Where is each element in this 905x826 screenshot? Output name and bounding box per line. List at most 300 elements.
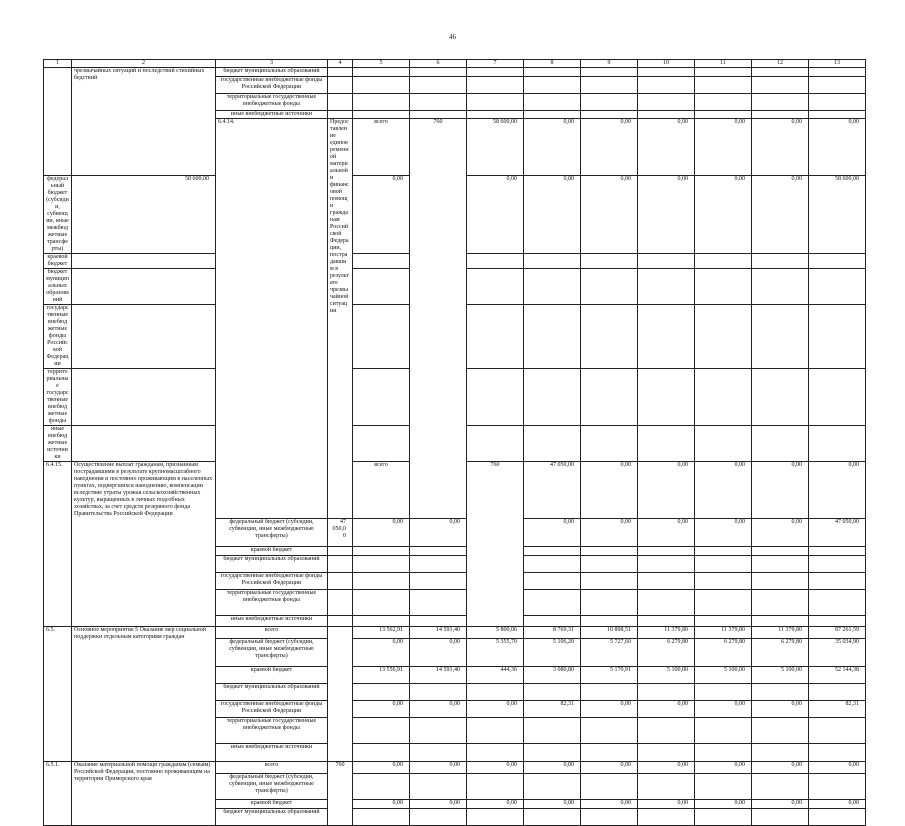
value-cell: 11 379,80 xyxy=(695,627,752,639)
value-cell: 52 144,38 xyxy=(809,667,866,684)
row-name-cell: Осуществление выплат гражданам, признанным пострадавшими в результате крупномасштабного наводнения и постоянно проживающим в населенных пунктах, подвергшихся наводнению, компенсации вследствие утраты урожая сельскохозяйственных культур, выращенных в личных подсобных хозяйствах, за счет средств резервного фонда Правительства Российской Федерации xyxy=(72,462,216,627)
value-cell xyxy=(524,254,581,269)
value-cell xyxy=(752,94,809,111)
value-cell xyxy=(695,556,752,573)
value-cell xyxy=(752,809,809,826)
header-cell: 10 xyxy=(638,60,695,68)
source-cell: федеральный бюджет (субсидии, субвенции, иные межбюджетные трансферты) xyxy=(216,519,328,547)
value-cell xyxy=(695,77,752,94)
value-cell: 0,00 xyxy=(638,701,695,718)
header-cell: 11 xyxy=(695,60,752,68)
value-cell xyxy=(353,547,410,556)
value-cell xyxy=(353,77,410,94)
source-cell: всего xyxy=(353,119,410,176)
value-cell: 0,00 xyxy=(809,462,866,519)
value-cell xyxy=(410,809,467,826)
value-cell xyxy=(695,426,752,462)
value-cell xyxy=(72,254,216,269)
source-cell: государственные внебюджетные фонды Российской Федерации xyxy=(216,701,328,718)
value-cell: 0,00 xyxy=(638,519,695,547)
value-cell: 0,00 xyxy=(695,176,752,254)
value-cell xyxy=(809,305,866,369)
value-cell xyxy=(410,111,467,119)
value-cell xyxy=(328,547,353,556)
row-name-cell: Оказание материальной помощи гражданам (семьям) Российской Федерации, постоянно проживающим на территории Приморского края xyxy=(72,762,216,826)
value-cell: 444,36 xyxy=(467,667,524,684)
value-cell xyxy=(410,547,467,556)
column-4-cell xyxy=(328,68,353,77)
value-cell: 0,00 xyxy=(524,762,581,774)
value-cell: 0,00 xyxy=(467,701,524,718)
value-cell xyxy=(752,774,809,800)
source-cell: краевой бюджет xyxy=(44,254,72,269)
header-cell: 6 xyxy=(410,60,467,68)
value-cell xyxy=(410,68,467,77)
source-cell: всего xyxy=(216,762,328,774)
value-cell xyxy=(353,426,410,462)
value-cell xyxy=(72,369,216,426)
value-cell xyxy=(695,269,752,305)
value-cell: 0,00 xyxy=(638,762,695,774)
value-cell xyxy=(353,774,410,800)
value-cell xyxy=(353,369,410,426)
header-cell: 2 xyxy=(72,60,216,68)
value-cell xyxy=(581,616,638,627)
value-cell xyxy=(467,305,524,369)
value-cell xyxy=(638,94,695,111)
value-cell: 0,00 xyxy=(695,800,752,809)
source-cell: всего xyxy=(353,462,410,519)
value-cell xyxy=(809,718,866,744)
value-cell xyxy=(581,426,638,462)
value-cell xyxy=(72,305,216,369)
value-cell xyxy=(581,547,638,556)
value-cell xyxy=(524,573,581,590)
value-cell xyxy=(638,269,695,305)
value-cell xyxy=(809,744,866,762)
value-cell: 14 591,40 xyxy=(410,627,467,639)
value-cell xyxy=(638,68,695,77)
value-cell xyxy=(809,590,866,616)
row-code-cell: 6.5. xyxy=(44,627,72,762)
value-cell: 0,00 xyxy=(695,701,752,718)
value-cell xyxy=(809,68,866,77)
value-cell xyxy=(581,718,638,744)
column-4-cell: 760 xyxy=(328,762,353,826)
value-cell: 0,00 xyxy=(353,800,410,809)
value-cell: 0,00 xyxy=(467,762,524,774)
value-cell xyxy=(410,556,467,573)
source-cell: государственные внебюджетные фонды Российской Федерации xyxy=(216,77,328,94)
value-cell: 5 355,70 xyxy=(467,639,524,667)
value-cell: 0,00 xyxy=(695,519,752,547)
value-cell xyxy=(752,305,809,369)
value-cell xyxy=(353,305,410,369)
header-cell: 12 xyxy=(752,60,809,68)
value-cell xyxy=(581,809,638,826)
value-cell xyxy=(410,590,467,616)
value-cell xyxy=(752,556,809,573)
value-cell xyxy=(467,269,524,305)
value-cell: 0,00 xyxy=(752,519,809,547)
value-cell: 6,00 xyxy=(353,639,410,667)
value-cell xyxy=(581,68,638,77)
value-cell xyxy=(581,269,638,305)
value-cell xyxy=(328,590,353,616)
value-cell xyxy=(638,616,695,627)
value-cell xyxy=(638,684,695,701)
value-cell xyxy=(695,590,752,616)
value-cell xyxy=(695,305,752,369)
value-cell: 11 379,80 xyxy=(752,627,809,639)
value-cell: 0,00 xyxy=(581,762,638,774)
value-cell: 0,00 xyxy=(638,176,695,254)
table-row xyxy=(44,68,866,77)
value-cell xyxy=(353,590,410,616)
value-cell: 87 261,59 xyxy=(809,627,866,639)
column-4-cell xyxy=(328,77,353,94)
value-cell: 8 769,31 xyxy=(524,627,581,639)
value-cell xyxy=(581,590,638,616)
value-cell xyxy=(353,573,410,590)
value-cell xyxy=(581,111,638,119)
value-cell xyxy=(809,616,866,627)
row-code-cell: 6.4.15. xyxy=(44,462,72,627)
column-4-cell xyxy=(328,94,353,111)
value-cell xyxy=(638,718,695,744)
value-cell xyxy=(752,616,809,627)
value-cell xyxy=(809,684,866,701)
value-cell: 0,00 xyxy=(638,119,695,176)
value-cell: 5 100,00 xyxy=(752,667,809,684)
value-cell: 5 100,00 xyxy=(638,667,695,684)
value-cell xyxy=(752,573,809,590)
header-cell: 8 xyxy=(524,60,581,68)
value-cell xyxy=(353,269,410,305)
value-cell xyxy=(72,269,216,305)
value-cell: 0,00 xyxy=(752,701,809,718)
value-cell: 6 279,80 xyxy=(638,639,695,667)
value-cell xyxy=(752,254,809,269)
value-cell xyxy=(695,573,752,590)
value-cell: 0,00 xyxy=(524,800,581,809)
row-name-cell: чрезвычайных ситуаций и последствий стихийных бедствий xyxy=(72,68,216,176)
source-cell: бюджет муниципальных образований xyxy=(216,684,328,701)
source-cell: бюджет муниципальных образований xyxy=(44,269,72,305)
value-cell xyxy=(695,684,752,701)
value-cell xyxy=(809,556,866,573)
header-cell: 13 xyxy=(809,60,866,68)
value-cell xyxy=(752,77,809,94)
value-cell xyxy=(809,254,866,269)
value-cell xyxy=(695,809,752,826)
source-cell: краевой бюджет xyxy=(216,667,328,684)
value-cell: 0,00 xyxy=(524,176,581,254)
source-cell: федеральный бюджет (субсидии, субвенции, иные межбюджетные трансферты) xyxy=(216,774,328,800)
value-cell xyxy=(809,426,866,462)
value-cell: 5 800,06 xyxy=(467,627,524,639)
value-cell: 0,00 xyxy=(581,701,638,718)
value-cell xyxy=(809,547,866,556)
page-number: 46 xyxy=(449,33,456,41)
value-cell xyxy=(410,684,467,701)
column-4-cell xyxy=(328,111,353,119)
value-cell xyxy=(581,684,638,701)
value-cell: 13 556,91 xyxy=(353,667,410,684)
row-code-cell xyxy=(44,68,72,176)
value-cell: 47 050,00 xyxy=(328,519,353,547)
header-row xyxy=(44,60,866,68)
value-cell xyxy=(467,111,524,119)
value-cell xyxy=(524,369,581,426)
value-cell xyxy=(72,426,216,462)
value-cell xyxy=(809,269,866,305)
value-cell xyxy=(695,68,752,77)
value-cell xyxy=(809,77,866,94)
value-cell xyxy=(524,94,581,111)
value-cell: 6 279,80 xyxy=(695,639,752,667)
value-cell xyxy=(752,426,809,462)
value-cell: 0,00 xyxy=(353,762,410,774)
budget-table xyxy=(43,59,866,826)
value-cell xyxy=(638,809,695,826)
value-cell xyxy=(638,774,695,800)
value-cell: 5 727,60 xyxy=(581,639,638,667)
value-cell xyxy=(353,684,410,701)
value-cell xyxy=(581,744,638,762)
value-cell: 58 600,00 xyxy=(467,119,524,176)
table-row xyxy=(44,627,866,639)
value-cell xyxy=(524,68,581,77)
value-cell xyxy=(467,684,524,701)
value-cell: 0,00 xyxy=(353,176,410,254)
header-cell: 5 xyxy=(353,60,410,68)
value-cell xyxy=(638,111,695,119)
source-cell: государственные внебюджетные фонды Российской Федерации xyxy=(216,573,328,590)
value-cell: 47 050,00 xyxy=(809,519,866,547)
value-cell xyxy=(752,590,809,616)
value-cell xyxy=(695,369,752,426)
source-cell: бюджет муниципальных образований xyxy=(216,809,328,826)
source-cell: всего xyxy=(216,627,328,639)
source-cell: территориальные государственные внебюджетные фонды xyxy=(216,718,328,744)
value-cell xyxy=(809,809,866,826)
value-cell xyxy=(524,744,581,762)
value-cell xyxy=(353,68,410,77)
value-cell xyxy=(752,269,809,305)
source-cell: иные внебюджетные источники xyxy=(216,111,328,119)
value-cell xyxy=(328,556,353,573)
value-cell: 3 080,80 xyxy=(524,667,581,684)
value-cell xyxy=(467,744,524,762)
value-cell: 5 106,20 xyxy=(524,639,581,667)
row-code-cell: 6.4.14. xyxy=(216,119,328,519)
value-cell xyxy=(638,573,695,590)
value-cell xyxy=(524,426,581,462)
value-cell: 0,00 xyxy=(581,519,638,547)
value-cell xyxy=(638,744,695,762)
value-cell xyxy=(353,94,410,111)
source-cell: иные внебюджетные источники xyxy=(44,426,72,462)
header-cell: 7 xyxy=(467,60,524,68)
table-row xyxy=(44,762,866,774)
value-cell xyxy=(752,744,809,762)
value-cell: 0,00 xyxy=(353,701,410,718)
value-cell: 10 898,51 xyxy=(581,627,638,639)
value-cell: 0,00 xyxy=(524,519,581,547)
value-cell xyxy=(524,556,581,573)
value-cell xyxy=(638,77,695,94)
value-cell xyxy=(353,809,410,826)
value-cell: 0,00 xyxy=(638,462,695,519)
value-cell: 47 050,00 xyxy=(524,462,581,519)
value-cell xyxy=(410,94,467,111)
value-cell xyxy=(410,573,467,590)
value-cell xyxy=(638,305,695,369)
value-cell: 0,00 xyxy=(809,800,866,809)
value-cell xyxy=(524,616,581,627)
value-cell xyxy=(467,254,524,269)
value-cell: 0,00 xyxy=(581,800,638,809)
value-cell xyxy=(638,547,695,556)
value-cell xyxy=(353,111,410,119)
value-cell xyxy=(695,254,752,269)
value-cell xyxy=(638,369,695,426)
value-cell xyxy=(467,809,524,826)
value-cell xyxy=(695,774,752,800)
source-cell: государственные внебюджетные фонды Российской Федерации xyxy=(44,305,72,369)
source-cell: иные внебюджетные источники xyxy=(216,744,328,762)
value-cell xyxy=(581,77,638,94)
value-cell: 0,00 xyxy=(695,462,752,519)
value-cell xyxy=(638,590,695,616)
row-name-cell: Предоставление единовременной материальной и финансовой помощи гражданам Российской Федерации, пострадавшим в результате чрезвычайной ситуации xyxy=(328,119,353,519)
value-cell: 0,00 xyxy=(752,119,809,176)
value-cell xyxy=(524,547,581,556)
value-cell: 0,00 xyxy=(410,701,467,718)
value-cell xyxy=(695,547,752,556)
value-cell xyxy=(638,254,695,269)
value-cell xyxy=(524,269,581,305)
source-cell: территориальные государственные внебюджетные фонды xyxy=(44,369,72,426)
value-cell xyxy=(467,774,524,800)
value-cell: 0,00 xyxy=(467,176,524,254)
source-cell: территориальные государственные внебюджетные фонды xyxy=(216,94,328,111)
value-cell xyxy=(809,369,866,426)
value-cell: 11 379,80 xyxy=(638,627,695,639)
value-cell xyxy=(353,556,410,573)
value-cell xyxy=(695,94,752,111)
value-cell: 0,00 xyxy=(410,519,467,547)
header-cell: 1 xyxy=(44,60,72,68)
value-cell xyxy=(809,111,866,119)
header-cell: 3 xyxy=(216,60,328,68)
value-cell: 0,00 xyxy=(809,119,866,176)
value-cell xyxy=(752,684,809,701)
value-cell xyxy=(695,718,752,744)
value-cell: 0,00 xyxy=(467,800,524,809)
source-cell: бюджет муниципальных образований xyxy=(216,68,328,77)
value-cell xyxy=(809,94,866,111)
value-cell xyxy=(752,718,809,744)
value-cell xyxy=(410,744,467,762)
value-cell: 0,00 xyxy=(410,639,467,667)
value-cell: 82,31 xyxy=(809,701,866,718)
value-cell: 0,00 xyxy=(581,462,638,519)
row-name-cell: Основное мероприятие 5 Оказание мер социальной поддержки отдельным категориям граждан xyxy=(72,627,216,762)
value-cell xyxy=(695,616,752,627)
value-cell xyxy=(353,718,410,744)
value-cell: 0,00 xyxy=(638,800,695,809)
value-cell: 6 279,80 xyxy=(752,639,809,667)
value-cell xyxy=(353,254,410,269)
value-cell: 35 034,90 xyxy=(809,639,866,667)
value-cell: 0,00 xyxy=(410,762,467,774)
value-cell xyxy=(467,68,524,77)
source-cell: бюджет муниципальных образований xyxy=(216,556,328,573)
value-cell: 0,00 xyxy=(752,800,809,809)
value-cell xyxy=(695,111,752,119)
value-cell xyxy=(524,305,581,369)
source-cell: краевой бюджет xyxy=(216,800,328,809)
value-cell xyxy=(410,774,467,800)
value-cell: 5 170,91 xyxy=(581,667,638,684)
value-cell xyxy=(524,590,581,616)
header-cell: 9 xyxy=(581,60,638,68)
value-cell xyxy=(581,556,638,573)
value-cell xyxy=(752,68,809,77)
value-cell: 0,00 xyxy=(581,119,638,176)
value-cell xyxy=(524,774,581,800)
value-cell xyxy=(353,616,410,627)
value-cell xyxy=(524,809,581,826)
value-cell xyxy=(581,305,638,369)
value-cell xyxy=(581,254,638,269)
value-cell xyxy=(467,369,524,426)
value-cell: 14 591,40 xyxy=(410,667,467,684)
value-cell xyxy=(524,718,581,744)
value-cell xyxy=(467,426,524,462)
value-cell xyxy=(581,573,638,590)
value-cell xyxy=(328,573,353,590)
value-cell xyxy=(410,718,467,744)
row-code-cell: 6.5.1. xyxy=(44,762,72,826)
value-cell: 0,00 xyxy=(524,119,581,176)
value-cell xyxy=(752,111,809,119)
value-cell xyxy=(353,744,410,762)
value-cell xyxy=(467,77,524,94)
value-cell: 0,00 xyxy=(695,762,752,774)
header-cell: 4 xyxy=(328,60,353,68)
value-cell: 13 562,91 xyxy=(353,627,410,639)
value-cell: 0,00 xyxy=(752,462,809,519)
value-cell: 0,00 xyxy=(809,762,866,774)
value-cell xyxy=(524,77,581,94)
value-cell xyxy=(581,774,638,800)
value-cell: 0,00 xyxy=(752,762,809,774)
value-cell xyxy=(581,94,638,111)
value-cell: 58 600,00 xyxy=(809,176,866,254)
value-cell xyxy=(809,573,866,590)
value-cell: 0,00 xyxy=(752,176,809,254)
source-cell: краевой бюджет xyxy=(216,547,328,556)
source-cell: иные внебюджетные источники xyxy=(216,616,328,627)
value-cell: 5 100,00 xyxy=(695,667,752,684)
value-cell: 0,00 xyxy=(353,519,410,547)
value-cell xyxy=(467,718,524,744)
source-cell: территориальные государственные внебюджетные фонды xyxy=(216,590,328,616)
value-cell xyxy=(410,616,467,627)
